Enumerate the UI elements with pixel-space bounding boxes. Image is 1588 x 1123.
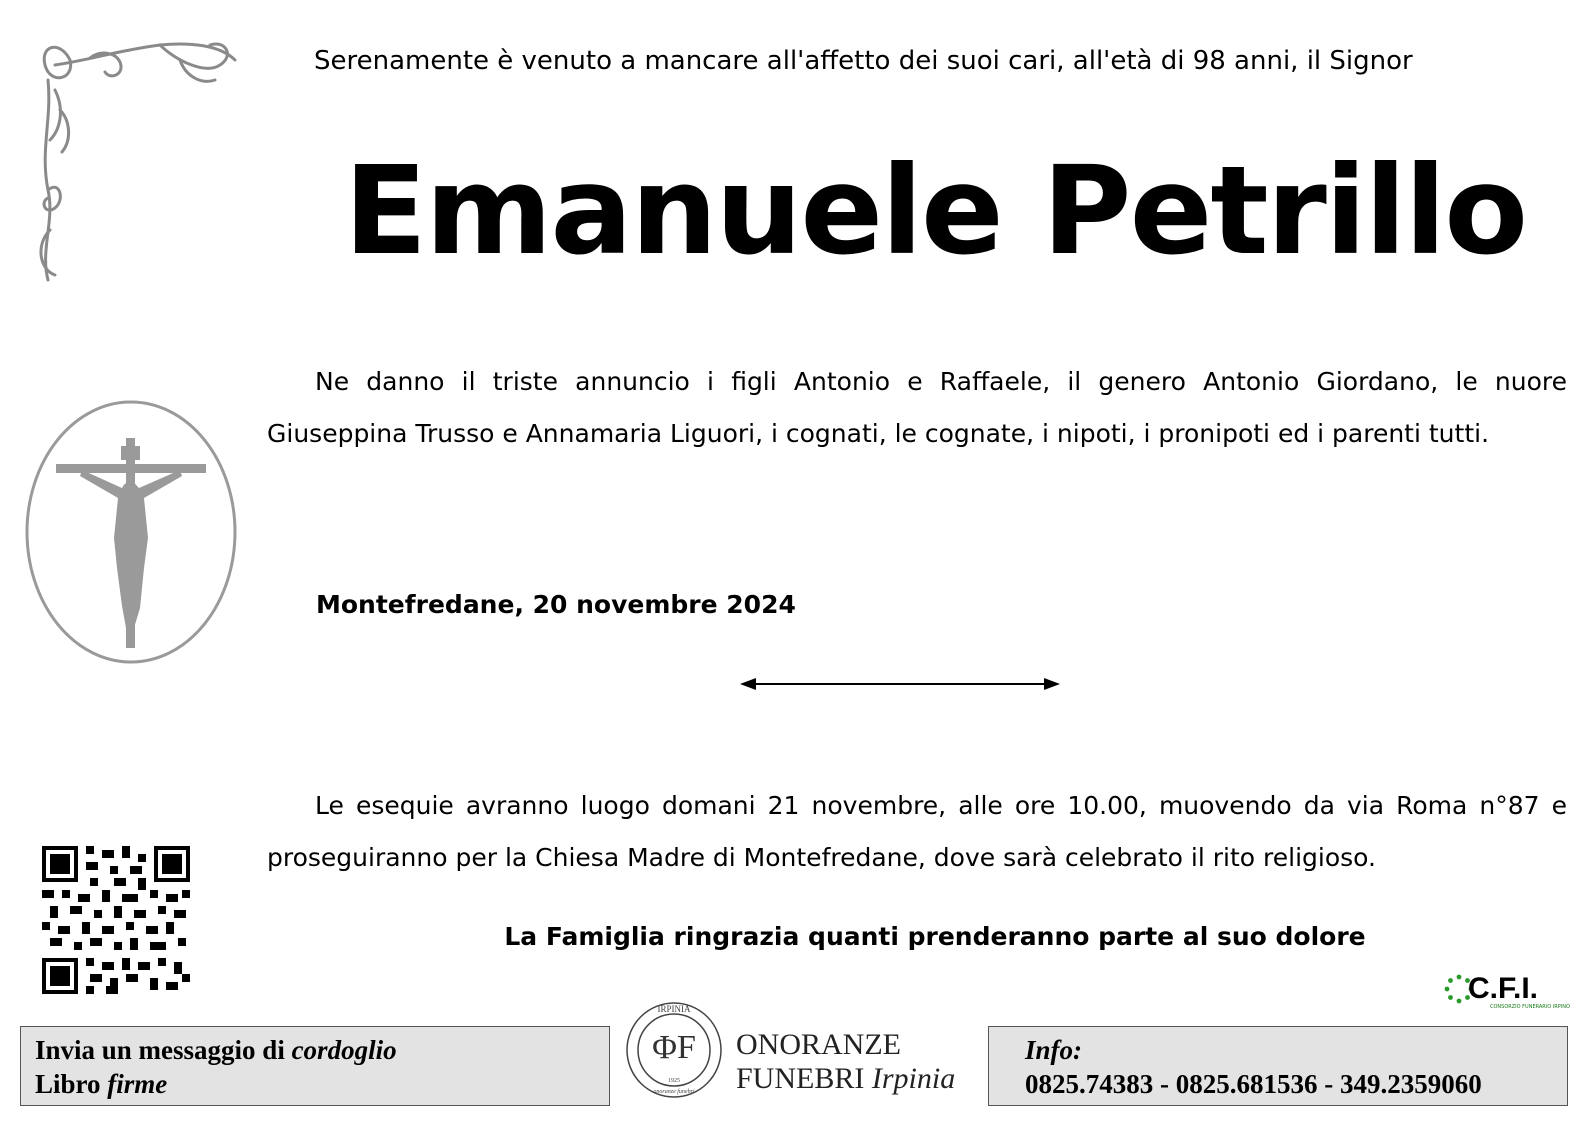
logo-year-text: 1925	[668, 1078, 680, 1084]
cfi-subtitle: CONSORZIO FUNERARIO IRPINO	[1490, 1004, 1570, 1010]
deceased-name: Emanuele Petrillo	[343, 140, 1527, 282]
place-date: Montefredane, 20 novembre 2024	[316, 590, 796, 619]
ornament-corner-icon	[30, 30, 250, 290]
info-label: Info:	[1025, 1035, 1083, 1065]
funeral-home-logo-icon	[624, 1000, 724, 1100]
company-name: ONORANZE FUNEBRI Irpinia	[736, 1028, 956, 1095]
announcement-text: Ne danno il triste annuncio i figli Antonio e Raffaele, il genero Antonio Giordano, le nuore Giuseppina Trusso e Annamaria Liguori, i cognati, le cognate, i nipoti, i pronipoti ed i parenti tutti.	[267, 367, 1567, 448]
crucifix-icon	[22, 398, 240, 666]
logo-bottom-text: onoranze funebri	[653, 1089, 695, 1095]
condolence-link[interactable]: Invia un messaggio di cordoglio	[35, 1035, 397, 1065]
qr-code-icon[interactable]	[42, 846, 190, 994]
family-thanks: La Famiglia ringrazia quanti prenderanno parte al suo dolore	[504, 922, 1366, 951]
funeral-text: Le esequie avranno luogo domani 21 novembre, alle ore 10.00, muovendo da via Roma n°87 e proseguiranno per la Chiesa Madre di Montefredane, dove sarà celebrato il rito religioso.	[267, 791, 1567, 872]
intro-text: Serenamente è venuto a mancare all'affetto dei suoi cari, all'età di 98 anni, il Signor	[314, 46, 1413, 76]
double-arrow-icon	[740, 676, 1060, 692]
condolence-box[interactable]	[20, 1026, 610, 1106]
info-box	[988, 1026, 1568, 1106]
cfi-label: C.F.I.	[1468, 972, 1539, 1005]
logo-monogram: ΦF	[652, 1028, 696, 1066]
logo-top-text: IRPINIA	[657, 1004, 691, 1014]
guestbook-link[interactable]: Libro firme	[35, 1069, 168, 1099]
phone-numbers[interactable]: 0825.74383 - 0825.681536 - 349.2359060	[1025, 1069, 1482, 1099]
